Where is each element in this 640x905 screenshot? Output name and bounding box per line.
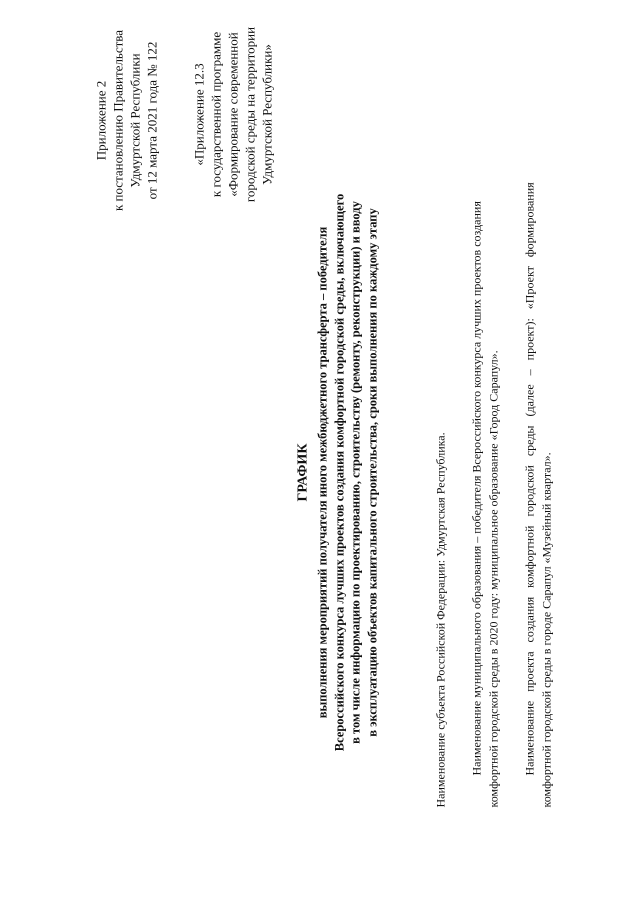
appendix-2-line: от 12 марта 2021 года № 122: [144, 41, 159, 199]
project-paragraph: [521, 97, 555, 807]
document-subtitle: [314, 127, 380, 817]
appendix-2-line: Приложение 2: [93, 80, 108, 160]
appendix-12-3-line: «Приложение 12.3: [191, 62, 206, 166]
appendix-12-3-line: «Формирование современной: [225, 31, 240, 197]
appendix-2-header: [92, 0, 160, 240]
project-line: комфортной городской среды в городе Сарапул «Музейный квартал».: [539, 451, 553, 807]
subtitle-line: Всероссийского конкурса лучших проектов создания комфортной городской среды, включающего: [331, 193, 346, 751]
subtitle-line: выполнения мероприятий получателя иного межбюджетного трансферта – победителя: [315, 226, 329, 718]
municipality-line: комфортной городской среды в 2020 году: муниципальное образование «Город Сарапул».: [486, 349, 500, 807]
document-heading: [292, 127, 380, 817]
subtitle-line: в эксплуатацию объектов капитального строительства, сроки выполнения по каждому этапу: [364, 207, 379, 737]
appendix-12-3-line: Удмуртской Республики»: [259, 43, 274, 185]
appendix-12-3-line: городской среды на территории: [242, 26, 257, 202]
appendix-12-3-line: к государственной программе: [208, 31, 223, 197]
municipality-paragraph: [468, 97, 502, 807]
subject-name-line: Наименование субъекта Российской Федерации: Удмуртская Республика.: [433, 431, 447, 807]
appendix-12-3-header: [190, 0, 275, 229]
project-line: Наименование проекта создания комфортной городской среды (далее – проект): «Проект формирования: [522, 181, 536, 775]
subtitle-line: в том числе информацию по проектированию, строительству (ремонту, реконструкции) и вводу: [348, 200, 362, 744]
municipality-line: Наименование муниципального образования – победителя Всероссийского конкурса лучших проектов создания: [469, 200, 483, 775]
appendix-2-line: к постановлению Правительства: [110, 29, 125, 211]
document-title: ГРАФИК: [295, 443, 310, 501]
appendix-2-line: Удмуртской Республики: [127, 52, 142, 188]
